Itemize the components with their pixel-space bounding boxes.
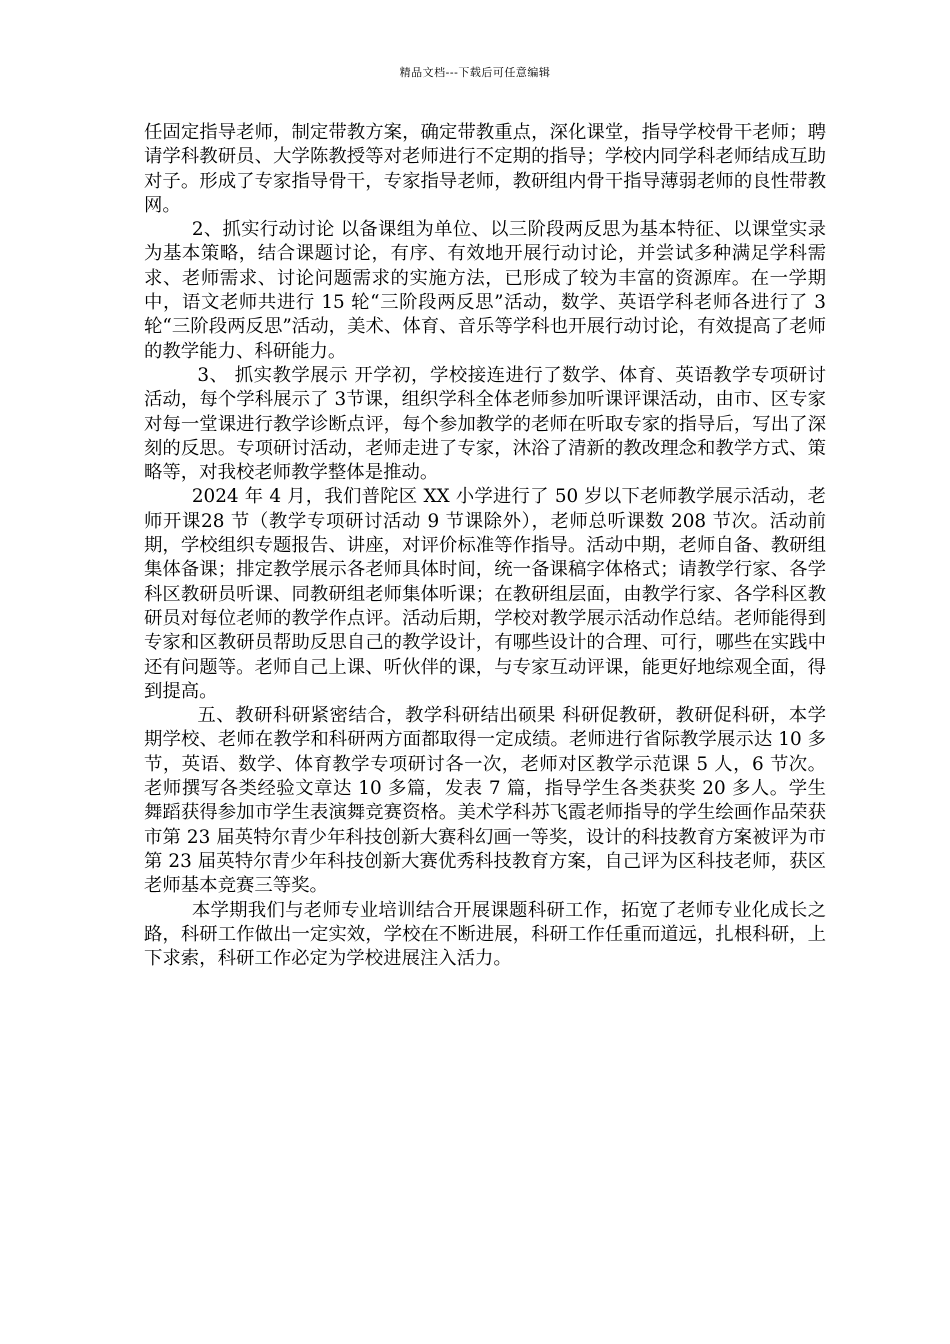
paragraph-5: 五、教研科研紧密结合，教学科研结出硕果 科研促教研，教研促科研，本学期学校、老师在教学和科研两方面都取得一定成绩。老师进行省际教学展示达 10 多节，英语、数学、体育教学专项研讨各一次，老师对区教学示范课 5 人，6 节次。老师撰写各类经验文章达 10 多篇，发表 7 篇，指导学生各类获奖 20 多人。学生舞蹈获得参加市学生表演舞竞赛资格。美术学科苏飞霞老师指导的学生绘画作品荣获市第 23 届英特尔青少年科技创新大赛科幻画一等奖，设计的科技教育方案被评为市第 23 届英特尔青少年科技创新大赛优秀科技教育方案，自己评为区科技老师，获区老师基本竞赛三等奖。 bbox=[144, 705, 826, 897]
document-body bbox=[144, 121, 826, 971]
paragraph-3: 3、 抓实教学展示 开学初，学校接连进行了数学、体育、英语教学专项研讨活动，每个学科展示了 3节课，组织学科全体老师参加听课评课活动，由市、区专家对每一堂课进行教学诊断点评，每个参加教学的老师在听取专家的指导后，写出了深刻的反思。专项研讨活动，老师走进了专家，沐浴了清新的教改理念和教学方式、策略等，对我校老师教学整体是推动。 bbox=[144, 364, 826, 484]
page-header: 精品文档---下载后可任意编辑 bbox=[399, 66, 551, 79]
paragraph-6: 本学期我们与老师专业培训结合开展课题科研工作，拓宽了老师专业化成长之路，科研工作做出一定实效，学校在不断进展，科研工作任重而道远，扎根科研，上下求索，科研工作必定为学校进展注入活力。 bbox=[144, 899, 826, 970]
paragraph-1: 任固定指导老师，制定带教方案，确定带教重点，深化课堂，指导学校骨干老师；聘请学科教研员、大学陈教授等对老师进行不定期的指导；学校内同学科老师结成互助对子。形成了专家指导骨干，专家指导老师，教研组内骨干指导薄弱老师的良性带教网。 bbox=[144, 122, 826, 216]
paragraph-2: 2、抓实行动讨论 以备课组为单位、以三阶段两反思为基本特征、以课堂实录为基本策略，结合课题讨论，有序、有效地开展行动讨论，并尝试多种满足学科需求、老师需求、讨论问题需求的实施方法，已形成了较为丰富的资源库。在一学期中，语文老师共进行 15 轮“三阶段两反思”活动，数学、英语学科老师各进行了 3 轮“三阶段两反思”活动，美术、体育、音乐等学科也开展行动讨论，有效提高了老师的教学能力、科研能力。 bbox=[144, 219, 826, 362]
paragraph-4: 2024 年 4 月，我们普陀区 XX 小学进行了 50 岁以下老师教学展示活动，老师开课28 节（教学专项研讨活动 9 节课除外），老师总听课数 208 节次。活动前期，学校组织专题报告、讲座，对评价标准等作指导。活动中期，老师自备、教研组集体备课；排定教学展示各老师具体时间，统一备课稿字体格式；请教学行家、各学科区教研员听课、同教研组老师集体听课；在教研组层面，由教学行家、各学科区教研员对每位老师的教学作点评。活动后期，学校对教学展示活动作总结。老师能得到专家和区教研员帮助反思自己的教学设计，有哪些设计的合理、可行，哪些在实践中还有问题等。老师自己上课、听伙伴的课，与专家互动评课，能更好地综观全面，得到提高。 bbox=[144, 486, 826, 702]
